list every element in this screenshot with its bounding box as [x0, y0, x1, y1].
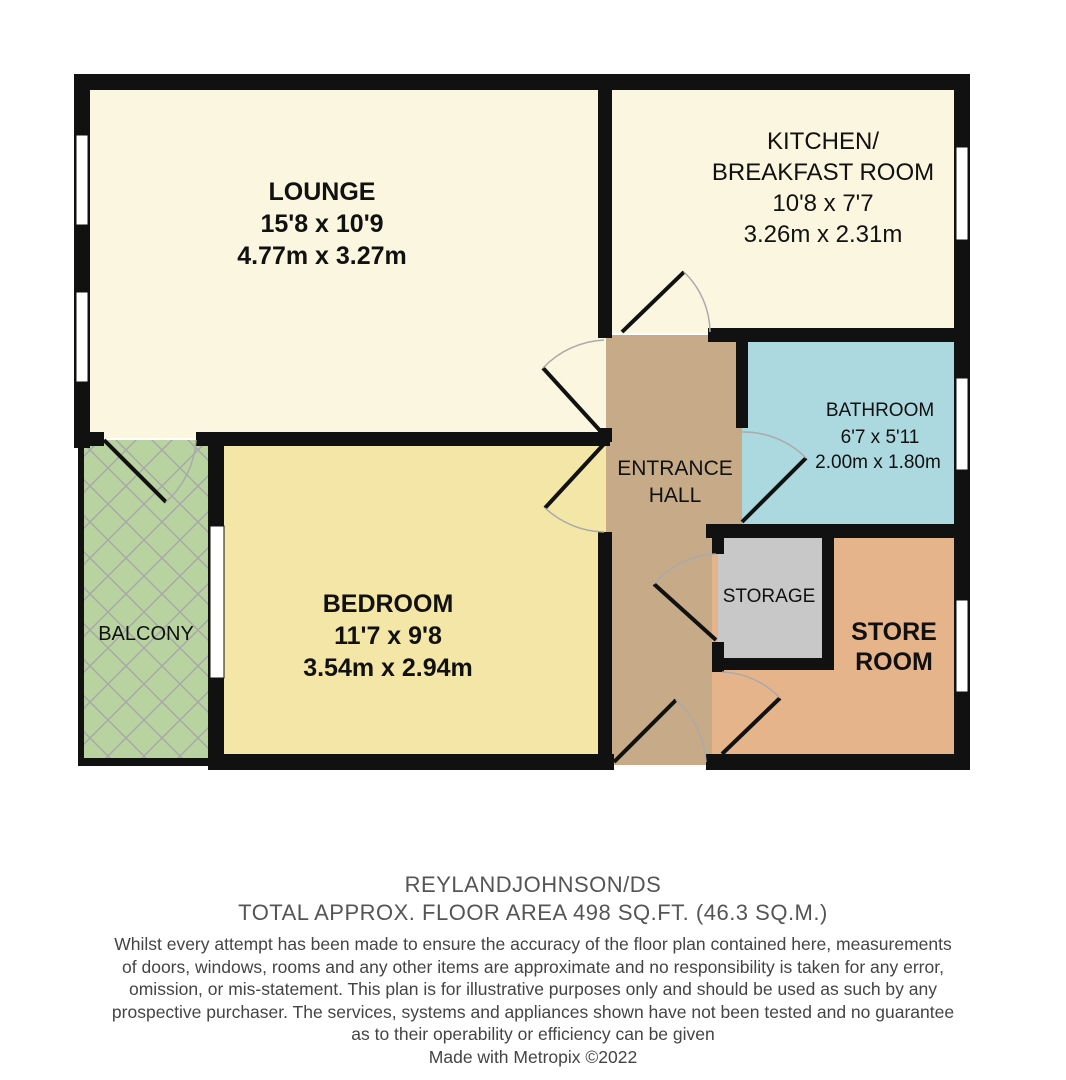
disclaimer [0, 933, 1066, 1068]
bedroom-name: BEDROOM [322, 590, 454, 618]
made-with-credit: Made with Metropix ©2022 [428, 1046, 638, 1067]
lounge-imperial: 15'8 x 10'9 [260, 210, 384, 238]
lounge-window-lower [76, 292, 88, 382]
entrance-hall-name-line2: HALL [648, 484, 702, 507]
store-room-name-line1: STORE [851, 618, 937, 646]
store-room-window [956, 600, 968, 692]
total-floor-area: TOTAL APPROX. FLOOR AREA 498 SQ.FT. (46.3 SQ.M.) [238, 900, 828, 925]
kitchen-name-line1: KITCHEN/ [766, 128, 880, 155]
disclaimer-line: of doors, windows, rooms and any other items are approximate and no responsibility is taken for any error, [122, 956, 944, 977]
kitchen-name-line2: BREAKFAST ROOM [711, 159, 935, 186]
lounge-metric: 4.77m x 3.27m [237, 242, 407, 270]
balcony-area [82, 440, 210, 762]
lounge-name: LOUNGE [268, 178, 376, 206]
disclaimer-line: Whilst every attempt has been made to ensure the accuracy of the floor plan contained here, measurements [114, 934, 952, 954]
kitchen-imperial: 10'8 x 7'7 [772, 190, 874, 217]
bedroom-window [210, 526, 224, 678]
kitchen-metric: 3.26m x 2.31m [743, 221, 903, 248]
bedroom-metric: 3.54m x 2.94m [303, 654, 473, 682]
balcony-name: BALCONY [98, 623, 194, 645]
agent-credit: REYLANDJOHNSON/DS [404, 872, 662, 897]
lounge-window-upper [76, 135, 88, 225]
storage-name: STORAGE [722, 586, 816, 607]
store-room-name-line2: ROOM [855, 648, 933, 676]
bathroom-name: BATHROOM [825, 400, 935, 421]
bathroom-window [956, 378, 968, 470]
disclaimer-line: prospective purchaser. The services, systems and appliances shown have not been tested and no guarantee [111, 1001, 955, 1022]
bathroom-imperial: 6'7 x 5'11 [840, 427, 920, 448]
bedroom-imperial: 11'7 x 9'8 [334, 622, 442, 650]
disclaimer-line: omission, or mis-statement. This plan is for illustrative purposes only and should be used as such by any [129, 979, 937, 999]
entrance-hall-name-line1: ENTRANCE [617, 457, 733, 480]
disclaimer-line: as to their operability or efficiency can be given [351, 1024, 715, 1044]
bathroom-metric: 2.00m x 1.80m [815, 452, 941, 473]
kitchen-window [956, 147, 968, 240]
